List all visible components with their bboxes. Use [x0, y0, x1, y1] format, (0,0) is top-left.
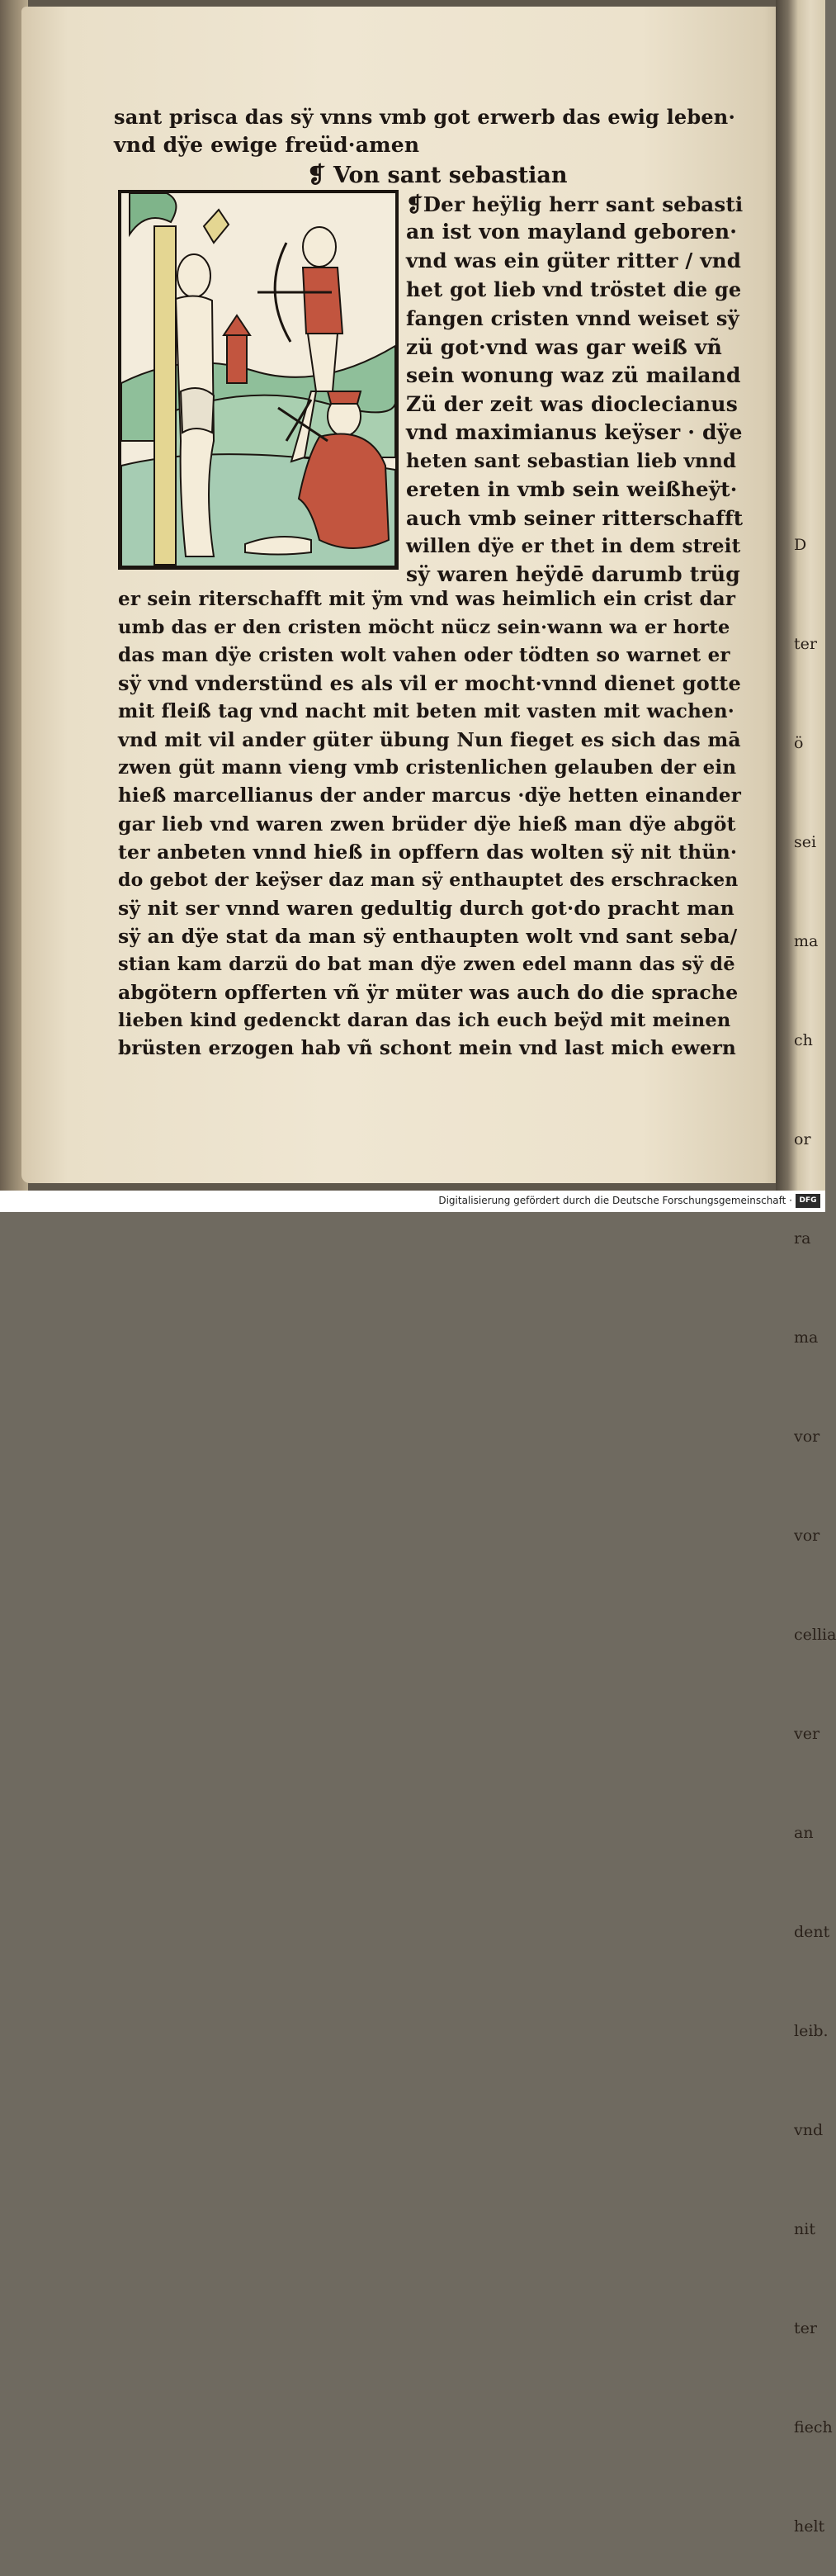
- text-line: sein wonung waz zü mailand: [406, 363, 741, 387]
- text-line: sÿ vnd vnderstünd es als vil er mocht·vnnd dienet gotte: [118, 671, 741, 695]
- text-line: ❡Der heÿlig herr sant sebasti: [406, 192, 744, 216]
- gutter-fragment: D: [794, 536, 807, 554]
- text-line: het got lieb vnd tröstet die ge: [406, 277, 742, 301]
- text-line: auch vmb seiner ritterschafft: [406, 506, 744, 530]
- gutter-fragment: vnd: [794, 2121, 824, 2139]
- gutter-fragment: dent: [794, 1923, 830, 1941]
- text-line: Zü der zeit was dioclecianus: [406, 392, 738, 416]
- text-line: vnd maximianus keÿser · dÿe: [406, 420, 743, 444]
- text-line: sant prisca das sÿ vnns vmb got erwerb das ewig leben·: [114, 105, 736, 129]
- text-line: willen dÿe er thet in dem streit: [406, 535, 741, 557]
- text-line: das man dÿe cristen wolt vahen oder tödten so warnet er: [118, 644, 730, 666]
- text-line: zwen güt mann vieng vmb cristenlichen gelauben der ein: [118, 756, 737, 779]
- text-line: vnd dÿe ewige freüd·amen: [114, 133, 420, 157]
- gutter-fragment: vor: [794, 1428, 820, 1446]
- gutter-fragment: vor: [794, 1527, 820, 1545]
- paragraph-mark-icon: ❡: [307, 163, 326, 188]
- gutter-fragment: ma: [794, 932, 819, 950]
- text-line: umb das er den cristen möcht nücz sein·wann wa er horte: [118, 617, 730, 638]
- paragraph-mark-icon: ❡: [406, 192, 423, 216]
- text-line: an ist von mayland geboren·: [406, 220, 738, 244]
- gutter-fragment: ver: [794, 1725, 820, 1743]
- gutter-fragment: sei: [794, 833, 817, 851]
- text-line: vnd was ein güter ritter / vnd: [406, 249, 742, 272]
- text-line: sÿ nit ser vnnd waren gedultig durch got·do pracht man: [118, 897, 734, 920]
- footer-bar: [0, 1191, 825, 1212]
- dfg-logo-icon: DFG: [796, 1194, 820, 1208]
- gutter-fragment: ter: [794, 2319, 817, 2337]
- text-line: fangen cristen vnnd weiset sÿ: [406, 306, 739, 330]
- gutter-fragment: helt: [794, 2517, 825, 2536]
- text-line: er sein riterschafft mit ÿm vnd was heimlich ein crist dar: [118, 588, 736, 610]
- woodcut-illustration: [118, 190, 399, 570]
- gutter-fragment: cellia: [794, 1626, 836, 1644]
- text-line: heten sant sebastian lieb vnnd: [406, 450, 737, 472]
- gutter-fragment: fiech: [794, 2418, 833, 2436]
- text-line: hieß marcellianus der ander marcus ·dÿe hetten einander: [118, 784, 742, 807]
- chapter-heading: [307, 163, 568, 188]
- gutter-fragment: ma: [794, 1328, 819, 1347]
- gutter-fragment: an: [794, 1824, 814, 1842]
- facing-page-fragments: [794, 462, 836, 2576]
- saint-sebastian-woodcut: [121, 193, 395, 566]
- gutter-fragment: leib.: [794, 2022, 829, 2040]
- footer-credit: Digitalisierung gefördert durch die Deutsche Forschungsgemeinschaft ·: [438, 1195, 792, 1206]
- text-line: abgötern opfferten vñ ÿr müter was auch do die sprache: [118, 981, 739, 1004]
- gutter-fragment: ter: [794, 635, 817, 653]
- text-line: sÿ waren heÿdē darumb trüg: [406, 562, 740, 586]
- gutter-fragment: nit: [794, 2220, 815, 2238]
- text-line: vnd mit vil ander güter übung Nun fieget es sich das mā: [118, 728, 741, 751]
- text-line: ter anbeten vnnd hieß in opffern das wolten sÿ nit thün·: [118, 841, 738, 864]
- gutter-fragment: or: [794, 1130, 811, 1148]
- text-line: brüsten erzogen hab vñ schont mein vnd last mich ewern: [118, 1037, 736, 1059]
- text-line: mit fleiß tag vnd nacht mit beten mit vasten mit wachen·: [118, 700, 734, 722]
- text-line: stian kam darzü do bat man dÿe zwen edel mann das sÿ dē: [118, 954, 735, 975]
- gutter-fragment: ch: [794, 1031, 813, 1049]
- text-line: sÿ an dÿe stat da man sÿ enthaupten wolt vnd sant seba/: [118, 925, 738, 948]
- gutter-fragment: ö: [794, 734, 804, 752]
- gutter-fragment: ra: [794, 1229, 811, 1248]
- text-line: zü got·vnd was gar weiß vñ: [406, 335, 722, 359]
- chapter-heading-text: Von sant sebastian: [333, 163, 568, 188]
- text-line: lieben kind gedenckt daran das ich euch beÿd mit meinen: [118, 1010, 731, 1031]
- text-line: gar lieb vnd waren zwen brüder dÿe hieß man dÿe abgöt: [118, 812, 736, 836]
- text-line: do gebot der keÿser daz man sÿ enthauptet des erschracken: [118, 869, 739, 891]
- text-line: ereten in vmb sein weißheÿt·: [406, 477, 738, 501]
